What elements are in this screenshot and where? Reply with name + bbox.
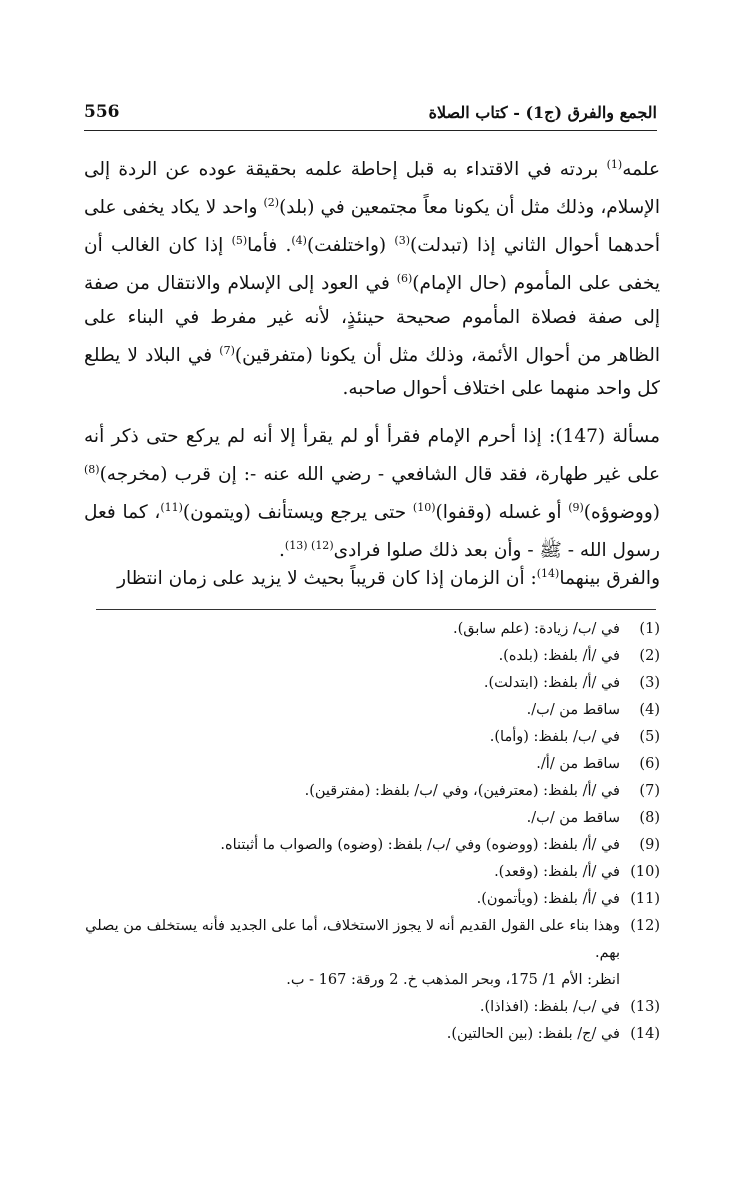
text-run: حتى يرجع ويستأنف (ويتمون) — [182, 502, 413, 524]
footnote-text — [84, 778, 620, 805]
footnote-item — [84, 859, 660, 886]
paragraph-text — [84, 148, 660, 405]
footnote-body: في /أ/ بلفظ: (ويأتمون). — [476, 891, 620, 907]
text-run: أو غسله (وقفوا) — [435, 502, 569, 524]
footnote-body: في /أ/ بلفظ: (ابتدلت). — [483, 675, 620, 691]
footnote-number: (13) — [630, 999, 660, 1015]
footnote-number: (2) — [639, 648, 660, 664]
footnote-ref: (3) — [394, 234, 411, 248]
footnote-body: في /ب/ بلفظ: (افذاذا). — [479, 999, 620, 1015]
footnote-body: في /ج/ بلفظ: (بين الحالتين). — [446, 1026, 620, 1042]
footnote-number: (8) — [639, 810, 660, 826]
running-title: الجمع والفرق (ج1) - كتاب الصلاة — [428, 102, 657, 122]
text-run: في البلاد لا يطلع كل واحد منهما على اختلاف أحوال صاحبه. — [84, 344, 660, 399]
footnote-item — [84, 697, 660, 724]
text-run: إذا كان الغالب أن يخفى على المأموم (حال الإمام) — [84, 235, 660, 295]
text-run: : أن الزمان إذا كان قريباً بحيث لا يزيد على زمان انتظار — [117, 568, 537, 590]
footnote-extra: انظر: الأم 1/ 175، وبحر المذهب خ. 2 ورقة: 167 - ب. — [286, 972, 620, 988]
footnote-item — [84, 994, 660, 1021]
footnote-number: (7) — [639, 783, 660, 799]
footnote-text — [84, 616, 620, 643]
footnote-item — [84, 1021, 660, 1048]
footnote-body: في /ب/ زيادة: (علم سابق). — [453, 621, 620, 637]
footnote-text — [84, 832, 620, 859]
footnote-body: في /أ/ بلفظ: (ووضوه) وفي /ب/ بلفظ: (وضوه) والصواب ما أثبتناه. — [220, 837, 620, 853]
footnote-body: في /أ/ بلفظ: (وقعد). — [494, 864, 620, 880]
footnote-body: في /أ/ بلفظ: (بلده). — [498, 648, 620, 664]
text-run: ، كما فعل رسول الله - ﷺ - وأن بعد ذلك صلوا فرادى — [84, 502, 660, 562]
page-number: 556 — [84, 102, 120, 122]
footnote-item — [84, 724, 660, 751]
paragraph-1 — [84, 148, 660, 405]
footnote-text — [84, 697, 620, 724]
footnote-number: (3) — [639, 675, 660, 691]
footnote-text — [84, 751, 620, 778]
footnote-ref: (9) — [568, 501, 584, 515]
footnote-text — [84, 805, 620, 832]
paragraph-text — [84, 420, 660, 567]
footnote-number: (6) — [639, 756, 660, 772]
footnote-ref: (6) — [396, 272, 413, 286]
footnote-text — [84, 886, 620, 913]
footnote-number: (5) — [639, 729, 660, 745]
footnote-ref: (11) — [160, 501, 183, 515]
paragraph-masala-147 — [84, 420, 660, 567]
footnote-number: (9) — [639, 837, 660, 853]
footnote-reference — [84, 967, 660, 994]
footnote-item — [84, 670, 660, 697]
footnote-text — [84, 643, 620, 670]
footnote-item — [84, 643, 660, 670]
footnote-text — [84, 859, 620, 886]
footnote-text — [84, 670, 620, 697]
footnote-number: (14) — [630, 1026, 660, 1042]
page-header — [84, 94, 657, 131]
footnote-ref: (10) — [412, 501, 436, 515]
footnote-body: وهذا بناء على القول القديم أنه لا يجوز الاستخلاف، أما على الجديد فأنه يستخلف من يصلي بهم. — [85, 918, 620, 961]
footnote-ref: (1) — [606, 158, 623, 171]
text-run: واحد لا يكاد يخفى على أحدهما أحوال الثاني إذا (تبدلت) — [84, 197, 661, 257]
footnote-text — [84, 913, 620, 967]
footnote-item — [84, 616, 660, 643]
footnote-divider — [96, 609, 656, 610]
footnote-text — [84, 1021, 620, 1048]
footnote-item — [84, 913, 660, 967]
footnote-body: ساقط من /ب/. — [526, 702, 620, 718]
footnote-ref: (14) — [536, 567, 560, 580]
text-run: (واختلفت) — [306, 235, 395, 257]
footnote-item — [84, 832, 660, 859]
footnote-body: ساقط من /أ/. — [536, 756, 620, 772]
footnote-ref: (7) — [219, 343, 235, 357]
text-run: علمه — [622, 159, 660, 181]
footnote-body: ساقط من /ب/. — [526, 810, 620, 826]
footnote-text — [84, 724, 620, 751]
footnote-ref: (8) — [84, 463, 100, 476]
footnote-item — [84, 886, 660, 913]
text-run: والفرق بينهما — [559, 568, 660, 590]
footnote-ref: (2) — [263, 196, 280, 210]
text-run: مسألة (147): إذا أحرم الإمام فقرأ أو لم يقرأ إلا أنه لم يركع حتى ذكر أنه على غير طهارة، فقد قال الشافعي - رضي الله عنه -: إن قرب (مخرجه) — [84, 426, 660, 486]
paragraph-difference — [84, 557, 660, 595]
footnote-text — [84, 994, 620, 1021]
footnote-item — [84, 805, 660, 832]
footnote-item — [84, 778, 660, 805]
footnote-number: (11) — [630, 891, 660, 907]
footnote-body: في /أ/ بلفظ: (معترفين)، وفي /ب/ بلفظ: (مفترقين). — [304, 783, 620, 799]
footnote-number: (1) — [639, 621, 660, 637]
text-run: . فأما — [247, 235, 292, 257]
text-run: بردته في الاقتداء به قبل إحاطة علمه بحقيقة عوده عن الردة إلى الإسلام، وذلك مثل أن يكونا معاً مجتمعين في (بلد) — [84, 159, 660, 219]
footnote-ref: (5) — [231, 234, 248, 248]
footnote-number: (4) — [639, 702, 660, 718]
footnotes-list — [84, 616, 660, 1048]
text-run: (ووضوؤه) — [583, 502, 660, 524]
text-run: في العود إلى الإسلام والانتقال من صفة إلى صفة فصلاة المأموم صحيحة حينئذٍ، لأنه غير مفرط في البناء على الظاهر من أحوال الأئمة، وذلك مثل أن يكونا (متفرقين) — [84, 273, 660, 366]
footnote-body: في /ب/ بلفظ: (وأما). — [489, 729, 620, 745]
footnote-number: (10) — [630, 864, 660, 880]
footnote-number: (12) — [630, 918, 660, 934]
text-run: . — [279, 540, 285, 562]
footnote-ref: (12) (13) — [284, 539, 334, 553]
footnote-item — [84, 751, 660, 778]
footnote-ref: (4) — [291, 234, 307, 248]
paragraph-text — [84, 557, 660, 595]
